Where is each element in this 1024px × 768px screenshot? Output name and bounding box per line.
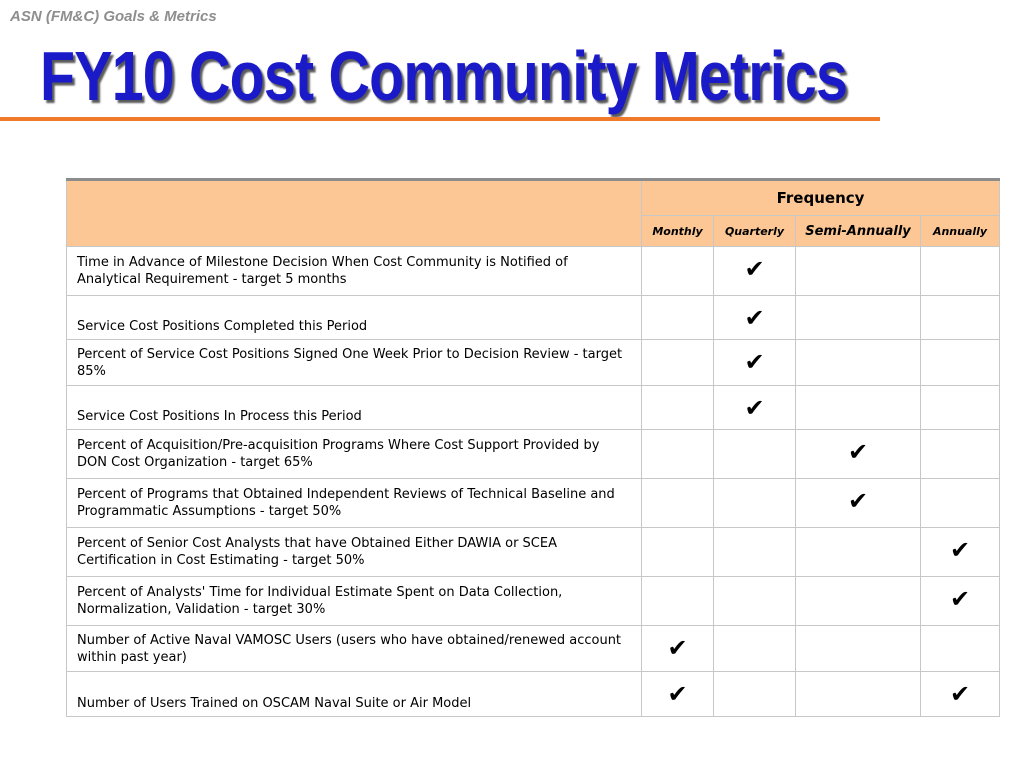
frequency-cell-monthly bbox=[642, 430, 714, 479]
table-row bbox=[67, 296, 1000, 340]
frequency-cell-semi-annually bbox=[796, 528, 921, 577]
frequency-cell-annually bbox=[921, 296, 1000, 340]
frequency-cell-quarterly bbox=[714, 430, 796, 479]
checkmark-icon: ✔ bbox=[949, 585, 971, 613]
table-row bbox=[67, 386, 1000, 430]
checkmark-icon: ✔ bbox=[744, 394, 765, 422]
frequency-cell-quarterly bbox=[714, 528, 796, 577]
frequency-cell-semi-annually bbox=[796, 386, 921, 430]
frequency-cell-semi-annually bbox=[796, 296, 921, 340]
frequency-cell-semi-annually bbox=[796, 430, 921, 479]
frequency-cell-quarterly bbox=[714, 386, 796, 430]
checkmark-icon: ✔ bbox=[847, 438, 869, 466]
frequency-header: Frequency bbox=[642, 180, 1000, 216]
frequency-cell-annually bbox=[921, 430, 1000, 479]
frequency-cell-annually bbox=[921, 247, 1000, 296]
table-row bbox=[67, 672, 1000, 717]
metric-label: Number of Users Trained on OSCAM Naval Suite or Air Model bbox=[67, 672, 642, 717]
frequency-cell-annually bbox=[921, 479, 1000, 528]
frequency-cell-semi-annually bbox=[796, 340, 921, 386]
checkmark-icon: ✔ bbox=[667, 634, 688, 662]
header-tag: ASN (FM&C) Goals & Metrics bbox=[10, 8, 217, 25]
frequency-cell-monthly bbox=[642, 340, 714, 386]
frequency-cell-annually bbox=[921, 528, 1000, 577]
frequency-cell-quarterly bbox=[714, 672, 796, 717]
table-row bbox=[67, 247, 1000, 296]
frequency-cell-semi-annually bbox=[796, 672, 921, 717]
frequency-cell-annually bbox=[921, 386, 1000, 430]
metric-label: Service Cost Positions In Process this Period bbox=[67, 386, 642, 430]
frequency-cell-semi-annually bbox=[796, 626, 921, 672]
table-row bbox=[67, 340, 1000, 386]
metric-label: Percent of Acquisition/Pre-acquisition Programs Where Cost Support Provided by DON Cost Organization - target 65% bbox=[67, 430, 642, 479]
frequency-cell-monthly bbox=[642, 577, 714, 626]
checkmark-icon: ✔ bbox=[744, 255, 765, 283]
frequency-cell-quarterly bbox=[714, 296, 796, 340]
page-title: FY10 Cost Community Metrics bbox=[40, 37, 848, 115]
metric-label: Percent of Senior Cost Analysts that have Obtained Either DAWIA or SCEA Certification in Cost Estimating - target 50% bbox=[67, 528, 642, 577]
checkmark-icon: ✔ bbox=[847, 487, 869, 515]
metric-label: Percent of Programs that Obtained Independent Reviews of Technical Baseline and Programmatic Assumptions - target 50% bbox=[67, 479, 642, 528]
frequency-cell-monthly bbox=[642, 672, 714, 717]
column-header-semi-annually: Semi-Annually bbox=[796, 216, 921, 247]
frequency-cell-quarterly bbox=[714, 479, 796, 528]
frequency-cell-quarterly bbox=[714, 340, 796, 386]
frequency-cell-semi-annually bbox=[796, 479, 921, 528]
frequency-cell-monthly bbox=[642, 528, 714, 577]
column-header-annually: Annually bbox=[921, 216, 1000, 247]
table-row bbox=[67, 626, 1000, 672]
table-row bbox=[67, 430, 1000, 479]
frequency-cell-semi-annually bbox=[796, 247, 921, 296]
metric-label: Percent of Analysts' Time for Individual Estimate Spent on Data Collection, Normalization, Validation - target 30% bbox=[67, 577, 642, 626]
frequency-cell-quarterly bbox=[714, 577, 796, 626]
table-row bbox=[67, 479, 1000, 528]
metric-label: Percent of Service Cost Positions Signed One Week Prior to Decision Review - target 85% bbox=[67, 340, 642, 386]
checkmark-icon: ✔ bbox=[744, 348, 765, 376]
frequency-cell-semi-annually bbox=[796, 577, 921, 626]
checkmark-icon: ✔ bbox=[744, 304, 765, 332]
column-header-monthly: Monthly bbox=[642, 216, 714, 247]
checkmark-icon: ✔ bbox=[667, 680, 688, 708]
frequency-cell-annually bbox=[921, 577, 1000, 626]
checkmark-icon: ✔ bbox=[949, 536, 971, 564]
checkmark-icon: ✔ bbox=[949, 680, 971, 708]
frequency-cell-annually bbox=[921, 340, 1000, 386]
frequency-cell-annually bbox=[921, 626, 1000, 672]
frequency-cell-monthly bbox=[642, 247, 714, 296]
frequency-cell-quarterly bbox=[714, 247, 796, 296]
table-row bbox=[67, 577, 1000, 626]
frequency-cell-monthly bbox=[642, 479, 714, 528]
metric-label: Service Cost Positions Completed this Period bbox=[67, 296, 642, 340]
metrics-table bbox=[66, 178, 1000, 717]
frequency-cell-quarterly bbox=[714, 626, 796, 672]
metric-label: Time in Advance of Milestone Decision When Cost Community is Notified of Analytical Requirement - target 5 months bbox=[67, 247, 642, 296]
column-header-quarterly: Quarterly bbox=[714, 216, 796, 247]
metric-label: Number of Active Naval VAMOSC Users (users who have obtained/renewed account within past year) bbox=[67, 626, 642, 672]
metric-header-blank bbox=[67, 180, 642, 247]
frequency-cell-monthly bbox=[642, 626, 714, 672]
frequency-cell-monthly bbox=[642, 386, 714, 430]
table-row bbox=[67, 528, 1000, 577]
frequency-cell-annually bbox=[921, 672, 1000, 717]
title-underline bbox=[0, 117, 880, 121]
frequency-cell-monthly bbox=[642, 296, 714, 340]
